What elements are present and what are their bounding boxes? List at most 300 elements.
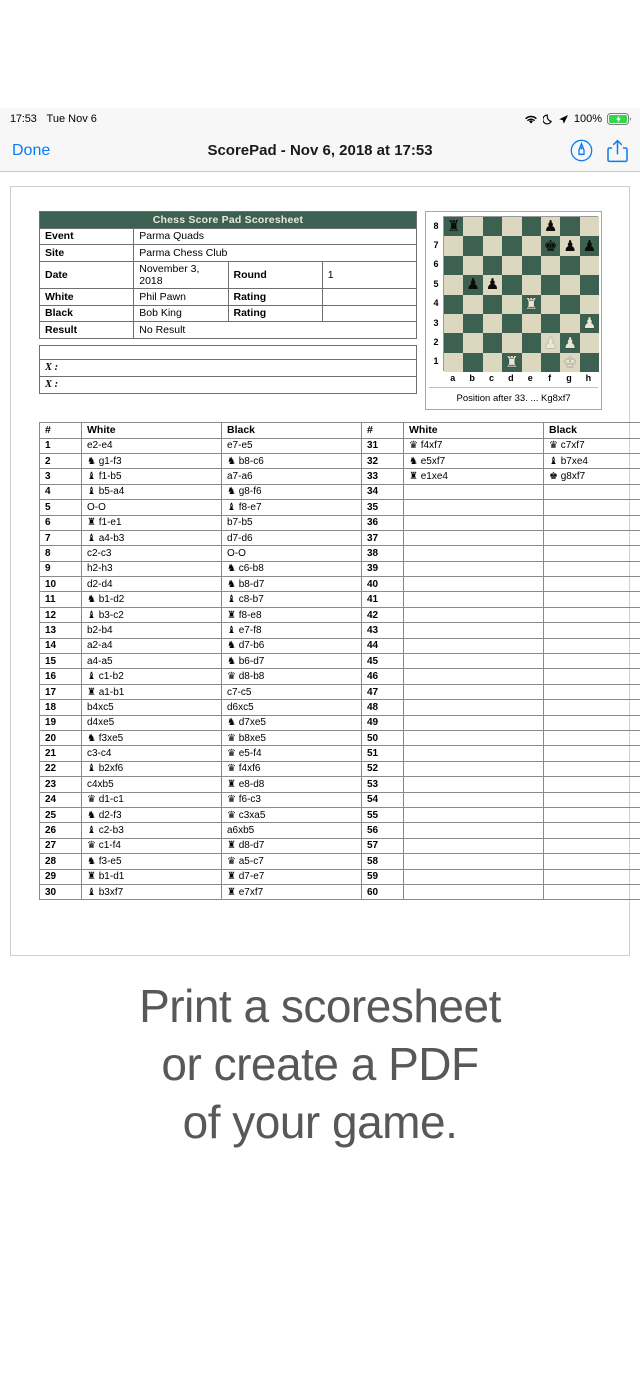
file-label: d	[508, 373, 514, 384]
black-move-left: ♞ g8-f6	[222, 484, 362, 499]
move-number-left: 4	[40, 484, 82, 499]
white-move-right	[404, 546, 544, 561]
move-number-right: 38	[362, 546, 404, 561]
white-move-left: d4xe5	[82, 715, 222, 730]
white-move-left: c2-c3	[82, 546, 222, 561]
black-move-left: ♞ c6-b8	[222, 561, 362, 576]
status-bar	[0, 108, 640, 130]
move-number-right: 49	[362, 715, 404, 730]
black-move-right: ♛ c7xf7	[544, 438, 640, 453]
move-number-right: 58	[362, 854, 404, 869]
black-move-left: ♛ c3xa5	[222, 807, 362, 822]
white-move-left: c3-c4	[82, 746, 222, 761]
label-date: Date	[40, 261, 134, 288]
label-white-rating: Rating	[228, 288, 322, 305]
table-row	[40, 607, 640, 622]
white-move-right	[404, 561, 544, 576]
black-move-right	[544, 530, 640, 545]
black-move-left: ♞ d7xe5	[222, 715, 362, 730]
board-square-a7	[444, 236, 463, 255]
board-square-h2	[580, 333, 599, 352]
board-square-h3	[580, 314, 599, 333]
move-number-left: 14	[40, 638, 82, 653]
info-row-date	[40, 261, 417, 288]
black-move-left: ♞ b8-d7	[222, 577, 362, 592]
black-move-right	[544, 592, 640, 607]
black-pawn-icon: ♟	[582, 237, 597, 255]
rank-label: 4	[433, 298, 439, 309]
done-button[interactable]: Done	[12, 141, 51, 159]
board-square-h5	[580, 275, 599, 294]
board-square-a1	[444, 353, 463, 372]
white-pawn-icon: ♟	[582, 315, 597, 333]
white-move-right	[404, 623, 544, 638]
black-move-right	[544, 623, 640, 638]
table-row	[40, 869, 640, 884]
white-move-left: ♜ a1-b1	[82, 684, 222, 699]
black-move-left: ♜ f8-e8	[222, 607, 362, 622]
marketing-tagline	[0, 966, 640, 1152]
white-move-left: ♜ b1-d1	[82, 869, 222, 884]
black-move-left: ♝ f8-e7	[222, 500, 362, 515]
rank-label: 7	[433, 240, 439, 251]
table-row	[40, 761, 640, 776]
moon-icon	[543, 114, 553, 125]
board-square-b5	[463, 275, 482, 294]
table-row	[40, 700, 640, 715]
board-square-g1	[560, 353, 579, 372]
white-move-right	[404, 669, 544, 684]
board-square-a4	[444, 295, 463, 314]
white-move-right	[404, 607, 544, 622]
black-move-right	[544, 823, 640, 838]
table-row	[40, 807, 640, 822]
board-square-f6	[541, 256, 560, 275]
white-move-right	[404, 823, 544, 838]
move-number-right: 59	[362, 869, 404, 884]
white-move-left: ♝ b3-c2	[82, 607, 222, 622]
white-king-icon: ♚	[563, 353, 577, 371]
scoresheet-title: Chess Score Pad Scoresheet	[40, 212, 417, 229]
black-move-left: ♛ a5-c7	[222, 854, 362, 869]
status-bar-right	[524, 113, 632, 125]
move-number-left: 20	[40, 731, 82, 746]
white-move-right	[404, 746, 544, 761]
game-info-block	[39, 211, 417, 394]
white-pawn-icon: ♟	[543, 334, 558, 352]
board-square-f3	[541, 314, 560, 333]
board-square-b3	[463, 314, 482, 333]
tagline-line-2: or create a PDF	[161, 1037, 479, 1090]
table-row	[40, 638, 640, 653]
move-number-right: 47	[362, 684, 404, 699]
board-square-f7	[541, 236, 560, 255]
table-row	[40, 561, 640, 576]
move-number-left: 9	[40, 561, 82, 576]
move-number-right: 32	[362, 453, 404, 468]
tagline-line-3: of your game.	[182, 1095, 458, 1148]
move-number-left: 3	[40, 469, 82, 484]
move-number-right: 45	[362, 654, 404, 669]
black-move-right: ♝ b7xe4	[544, 453, 640, 468]
header-black-left: Black	[222, 423, 362, 438]
move-number-left: 23	[40, 777, 82, 792]
value-white-rating	[322, 288, 416, 305]
tagline-line-1: Print a scoresheet	[139, 980, 501, 1032]
move-number-right: 51	[362, 746, 404, 761]
board-square-e1	[522, 353, 541, 372]
move-number-right: 56	[362, 823, 404, 838]
white-rook-icon: ♜	[505, 353, 519, 371]
black-move-left: d7-d6	[222, 530, 362, 545]
white-move-left: ♝ c2-b3	[82, 823, 222, 838]
board-square-f4	[541, 295, 560, 314]
white-move-right	[404, 807, 544, 822]
black-move-left: O-O	[222, 546, 362, 561]
table-row	[40, 515, 640, 530]
move-number-left: 12	[40, 607, 82, 622]
white-pawn-icon: ♟	[563, 334, 577, 352]
board-square-h6	[580, 256, 599, 275]
black-move-left: ♛ b8xe5	[222, 731, 362, 746]
black-move-right	[544, 546, 640, 561]
table-row	[40, 453, 640, 468]
table-row	[40, 669, 640, 684]
move-number-right: 33	[362, 469, 404, 484]
black-move-left: ♝ c8-b7	[222, 592, 362, 607]
signature-blank-row	[40, 345, 417, 359]
board-square-a3	[444, 314, 463, 333]
scoresheet-page	[10, 186, 630, 956]
board-square-b6	[463, 256, 482, 275]
location-arrow-icon	[558, 114, 569, 125]
table-row	[40, 592, 640, 607]
white-move-left: ♝ c1-b2	[82, 669, 222, 684]
board-square-g4	[560, 295, 579, 314]
black-move-left: ♛ f6-c3	[222, 792, 362, 807]
share-icon[interactable]	[607, 139, 628, 163]
rank-label: 5	[433, 278, 439, 289]
table-row	[40, 530, 640, 545]
white-move-left: ♞ f3xe5	[82, 731, 222, 746]
white-move-right	[404, 731, 544, 746]
move-number-right: 44	[362, 638, 404, 653]
move-number-right: 40	[362, 577, 404, 592]
black-move-right	[544, 607, 640, 622]
header-black-right: Black	[544, 423, 640, 438]
board-square-d3	[502, 314, 521, 333]
table-row	[40, 623, 640, 638]
black-move-right	[544, 577, 640, 592]
table-row	[40, 438, 640, 453]
move-number-left: 19	[40, 715, 82, 730]
board-square-g5	[560, 275, 579, 294]
file-label: g	[566, 373, 572, 384]
white-move-right	[404, 884, 544, 899]
white-move-right: ♞ e5xf7	[404, 453, 544, 468]
battery-percent-label: 100%	[573, 113, 602, 125]
table-row	[40, 484, 640, 499]
move-number-right: 37	[362, 530, 404, 545]
black-move-right	[544, 500, 640, 515]
board-square-g6	[560, 256, 579, 275]
board-square-h8	[580, 217, 599, 236]
black-move-left: b7-b5	[222, 515, 362, 530]
table-row	[40, 777, 640, 792]
black-move-right	[544, 869, 640, 884]
board-square-b1	[463, 353, 482, 372]
print-preview-area[interactable]	[0, 172, 640, 966]
black-move-right	[544, 638, 640, 653]
board-square-d4	[502, 295, 521, 314]
board-square-f8	[541, 217, 560, 236]
label-round: Round	[228, 261, 322, 288]
move-number-right: 31	[362, 438, 404, 453]
nav-bar	[0, 130, 640, 172]
rank-label: 2	[433, 337, 439, 348]
board-square-b4	[463, 295, 482, 314]
board-square-c8	[483, 217, 502, 236]
board-square-g7	[560, 236, 579, 255]
moves-header-row	[40, 423, 640, 438]
white-move-left: ♝ b5-a4	[82, 484, 222, 499]
board-square-d1	[502, 353, 521, 372]
table-row	[40, 731, 640, 746]
move-number-right: 36	[362, 515, 404, 530]
rank-label: 6	[433, 259, 439, 270]
label-white: White	[40, 288, 134, 305]
black-move-right	[544, 838, 640, 853]
black-move-left: ♛ d8-b8	[222, 669, 362, 684]
white-move-right	[404, 869, 544, 884]
white-move-left: b4xc5	[82, 700, 222, 715]
move-number-left: 28	[40, 854, 82, 869]
signature-table	[39, 345, 417, 394]
header-white-right: White	[404, 423, 544, 438]
board-square-a2	[444, 333, 463, 352]
black-move-right	[544, 669, 640, 684]
status-time: 17:53	[10, 113, 37, 125]
white-move-left: d2-d4	[82, 577, 222, 592]
black-rook-icon: ♜	[446, 218, 461, 236]
scoresheet-header-row	[39, 211, 601, 410]
black-move-right	[544, 761, 640, 776]
page-title: ScorePad - Nov 6, 2018 at 17:53	[207, 142, 433, 159]
file-label: c	[488, 373, 494, 384]
wifi-icon	[524, 114, 538, 125]
move-number-left: 7	[40, 530, 82, 545]
black-move-right	[544, 884, 640, 899]
white-move-right: ♛ f4xf7	[404, 438, 544, 453]
board-squares	[443, 216, 598, 371]
move-number-left: 30	[40, 884, 82, 899]
value-black: Bob King	[134, 305, 228, 322]
board-square-d8	[502, 217, 521, 236]
black-pawn-icon: ♟	[563, 237, 577, 255]
black-move-right	[544, 654, 640, 669]
value-date: November 3, 2018	[134, 261, 228, 288]
board-square-a8	[444, 217, 463, 236]
black-move-right	[544, 515, 640, 530]
signature-blank-cell	[40, 345, 417, 359]
label-event: Event	[40, 228, 134, 245]
white-move-left: ♞ g1-f3	[82, 453, 222, 468]
white-move-right: ♜ e1xe4	[404, 469, 544, 484]
black-move-left: ♝ e7-f8	[222, 623, 362, 638]
move-number-left: 21	[40, 746, 82, 761]
white-move-right	[404, 715, 544, 730]
move-number-right: 52	[362, 761, 404, 776]
moves-table-head	[40, 423, 640, 438]
white-rook-icon: ♜	[524, 295, 538, 313]
board-caption: Position after 33. ... Kg8xf7	[429, 387, 598, 406]
black-move-left: e7-e5	[222, 438, 362, 453]
board-square-b8	[463, 217, 482, 236]
move-number-left: 6	[40, 515, 82, 530]
value-white: Phil Pawn	[134, 288, 228, 305]
move-number-left: 13	[40, 623, 82, 638]
table-row	[40, 654, 640, 669]
move-number-right: 42	[362, 607, 404, 622]
file-label: a	[450, 373, 456, 384]
white-move-left: a4-a5	[82, 654, 222, 669]
info-row-site	[40, 245, 417, 262]
black-move-left: ♞ d7-b6	[222, 638, 362, 653]
file-labels	[443, 371, 598, 383]
black-move-left: c7-c5	[222, 684, 362, 699]
label-black-rating: Rating	[228, 305, 322, 322]
black-move-left: ♜ e7xf7	[222, 884, 362, 899]
header-num-left: #	[40, 423, 82, 438]
move-number-right: 39	[362, 561, 404, 576]
board-square-a6	[444, 256, 463, 275]
board-square-e3	[522, 314, 541, 333]
nav-bar-actions	[570, 139, 628, 163]
white-move-left: a2-a4	[82, 638, 222, 653]
white-move-left: O-O	[82, 500, 222, 515]
black-move-left: ♛ f4xf6	[222, 761, 362, 776]
board-square-c7	[483, 236, 502, 255]
black-move-right	[544, 807, 640, 822]
value-event: Parma Quads	[134, 228, 417, 245]
table-row	[40, 469, 640, 484]
white-move-left: ♛ c1-f4	[82, 838, 222, 853]
move-number-left: 29	[40, 869, 82, 884]
white-move-left: ♝ f1-b5	[82, 469, 222, 484]
move-number-left: 16	[40, 669, 82, 684]
white-move-left: b2-b4	[82, 623, 222, 638]
move-number-right: 50	[362, 731, 404, 746]
info-row-black	[40, 305, 417, 322]
white-move-left: ♞ d2-f3	[82, 807, 222, 822]
header-white-left: White	[82, 423, 222, 438]
rank-label: 1	[433, 356, 439, 367]
board-square-d5	[502, 275, 521, 294]
black-move-left: a6xb5	[222, 823, 362, 838]
black-pawn-icon: ♟	[466, 276, 480, 294]
table-row	[40, 854, 640, 869]
board-square-g2	[560, 333, 579, 352]
black-pawn-icon: ♟	[485, 276, 500, 294]
move-number-right: 46	[362, 669, 404, 684]
white-move-left: e2-e4	[82, 438, 222, 453]
black-move-left: ♜ d7-e7	[222, 869, 362, 884]
info-row-event	[40, 228, 417, 245]
table-row	[40, 884, 640, 899]
file-label: f	[548, 373, 552, 384]
board-square-e2	[522, 333, 541, 352]
move-number-left: 26	[40, 823, 82, 838]
board-square-e7	[522, 236, 541, 255]
black-move-left: ♛ e5-f4	[222, 746, 362, 761]
black-move-left: d6xc5	[222, 700, 362, 715]
move-number-right: 41	[362, 592, 404, 607]
board-square-b7	[463, 236, 482, 255]
white-move-right	[404, 530, 544, 545]
white-move-right	[404, 515, 544, 530]
board-square-f1	[541, 353, 560, 372]
chess-board-diagram	[425, 211, 602, 410]
battery-charging-icon	[607, 113, 632, 125]
label-black: Black	[40, 305, 134, 322]
white-move-right	[404, 792, 544, 807]
board-square-c3	[483, 314, 502, 333]
board-square-e8	[522, 217, 541, 236]
board-square-c2	[483, 333, 502, 352]
black-move-left: a7-a6	[222, 469, 362, 484]
move-number-left: 18	[40, 700, 82, 715]
move-number-right: 57	[362, 838, 404, 853]
black-move-right: ♚ g8xf7	[544, 469, 640, 484]
move-number-right: 34	[362, 484, 404, 499]
table-row	[40, 546, 640, 561]
markup-pen-icon[interactable]	[570, 139, 593, 162]
board-square-h4	[580, 295, 599, 314]
black-move-right	[544, 715, 640, 730]
top-whitespace	[0, 0, 640, 108]
white-move-right	[404, 700, 544, 715]
board-square-c6	[483, 256, 502, 275]
status-bar-left	[10, 113, 97, 125]
table-row	[40, 823, 640, 838]
signature-line-1: X :	[40, 359, 417, 376]
board-square-a5	[444, 275, 463, 294]
white-move-left: h2-h3	[82, 561, 222, 576]
move-number-right: 60	[362, 884, 404, 899]
board-square-g8	[560, 217, 579, 236]
white-move-right	[404, 761, 544, 776]
white-move-right	[404, 838, 544, 853]
white-move-right	[404, 638, 544, 653]
board-square-f2	[541, 333, 560, 352]
move-number-right: 43	[362, 623, 404, 638]
table-row	[40, 838, 640, 853]
move-number-left: 11	[40, 592, 82, 607]
white-move-right	[404, 684, 544, 699]
info-row-white	[40, 288, 417, 305]
white-move-right	[404, 500, 544, 515]
move-number-left: 8	[40, 546, 82, 561]
white-move-left: ♜ f1-e1	[82, 515, 222, 530]
board-square-h7	[580, 236, 599, 255]
move-number-right: 55	[362, 807, 404, 822]
info-row-result	[40, 322, 417, 339]
black-move-right	[544, 731, 640, 746]
table-row	[40, 684, 640, 699]
game-info-table	[39, 211, 417, 339]
label-result: Result	[40, 322, 134, 339]
black-move-right	[544, 561, 640, 576]
